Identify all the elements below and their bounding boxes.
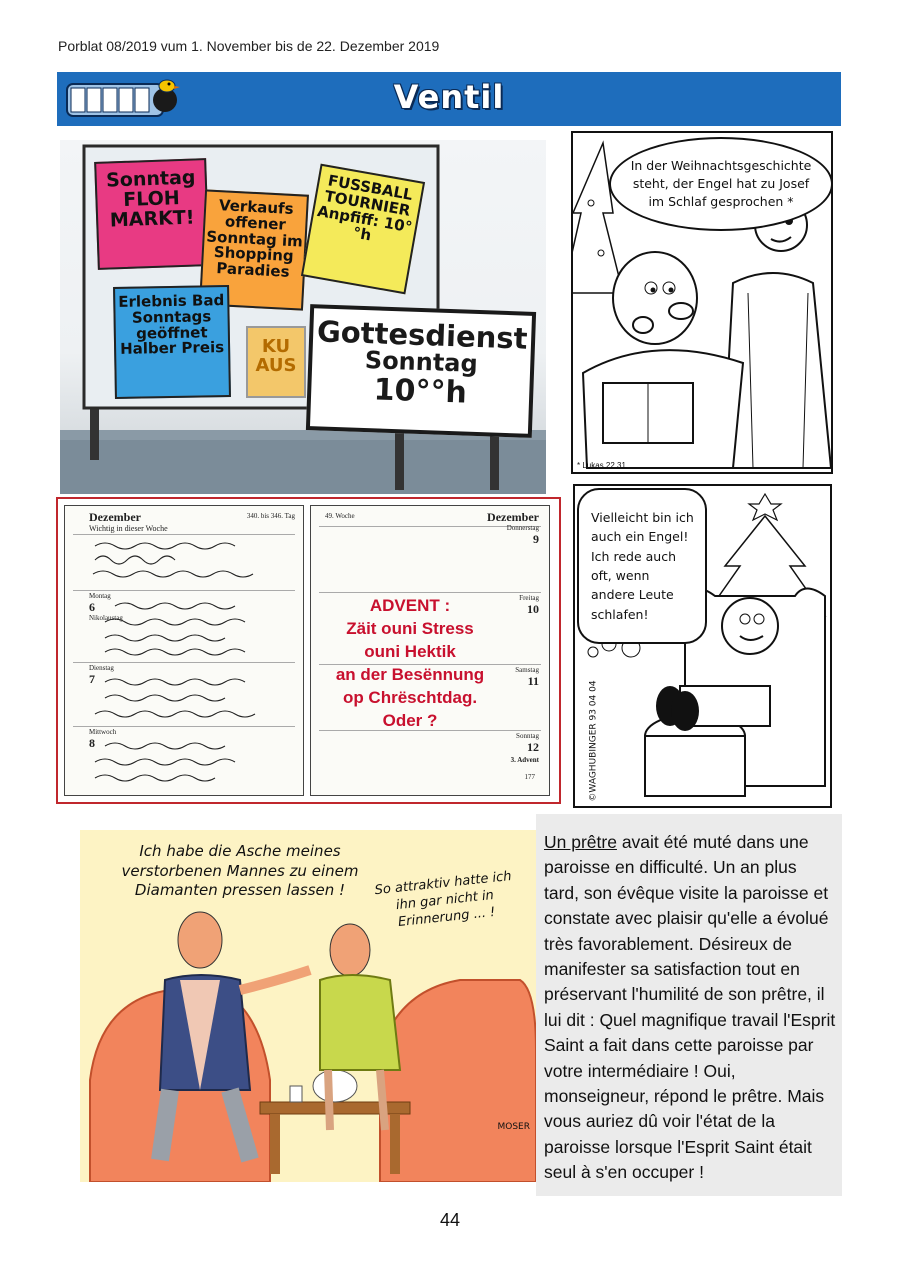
calendar-day-thursday: Donnerstag <box>506 524 539 532</box>
sign-fussball: FUSSBALL TOURNIER Anpfiff: 10°°h <box>301 164 425 295</box>
calendar-left-month: Dezember <box>89 510 141 524</box>
sign-verkaufsoffener-sonntag: Verkaufs offener Sonntag im Shopping Paradies <box>199 189 309 310</box>
sign-erlebnisbad: Erlebnis Bad Sonntags geöffnet Halber Preis <box>113 285 231 399</box>
calendar-day-sunday-extra: 3. Advent <box>510 756 539 764</box>
advent-calendar-panel <box>56 497 561 804</box>
cartoon-signature: MOSER <box>497 1122 530 1132</box>
calendar-day-saturday: Samstag <box>515 666 539 674</box>
calendar-day-thursday-num: 9 <box>533 532 539 546</box>
calendar-left-page <box>64 505 304 796</box>
section-banner <box>57 72 841 126</box>
sign-flohmarkt: Sonntag FLOH MARKT! <box>94 158 210 270</box>
handwritten-scribbles <box>65 506 305 804</box>
calendar-day-saturday-num: 11 <box>527 674 539 688</box>
advent-line: ouni Hektik <box>364 641 456 661</box>
calendar-day-friday: Freitag <box>519 594 539 602</box>
story-body: avait été muté dans une paroisse en difficulté. Un an plus tard, son évêque visite la paroisse et constate avec plaisir qu'elle a évolué très favorablement. Désireux de manifester sa satisfaction tout en préservant l'humilité de son prêtre, il lui dit : Quel magnifique travail l'Esprit Saint a fait dans cette paroisse par votre intermédiaire ! Oui, monseigneur, répond le prêtre. Mais vous auriez dû voir l'état de la paroisse lorsque l'Esprit Saint était seul à s'en occuper ! <box>544 832 836 1183</box>
advent-line: Zäit ouni Stress <box>346 618 474 638</box>
advent-line: Oder ? <box>382 710 438 730</box>
sign-kult: KU AUS <box>246 326 306 398</box>
calendar-day-wednesday-num: 8 <box>89 736 95 750</box>
comic2-speech-bubble: Vielleicht bin ich auch ein Engel! Ich rede auch oft, wenn andere Leute schlafen! <box>577 488 707 644</box>
cartoon-speech-left: Ich habe die Asche meines verstorbenen Mannes zu einem Diamanten pressen lassen ! <box>121 842 359 899</box>
gottesdienst-title: Gottesdienst <box>316 314 529 356</box>
story-paragraph <box>544 830 836 1186</box>
comic2-signature: ©WAGHUBINGER 93 04 04 <box>588 680 599 802</box>
calendar-page-number: 177 <box>524 773 535 781</box>
calendar-right-month: Dezember <box>487 510 539 524</box>
calendar-day-wednesday: Mittwoch <box>89 728 117 736</box>
calendar-day-monday-extra: Nikolaustag <box>89 614 123 622</box>
section-title: Ventil <box>393 78 505 116</box>
comic-angel-sleep <box>571 131 833 474</box>
gottesdienst-day: Sonntag <box>364 346 479 379</box>
calendar-day-sunday-num: 12 <box>527 740 539 754</box>
advent-message <box>320 595 500 733</box>
billboard-illustration <box>60 140 546 494</box>
comic1-speech-bubble: In der Weihnachtsgeschichte steht, der Engel hat zu Josef im Schlaf gesprochen * <box>609 137 833 231</box>
diamond-cartoon <box>80 830 536 1182</box>
calendar-day-friday-num: 10 <box>527 602 539 616</box>
calendar-right-week: 49. Woche <box>325 512 355 520</box>
calendar-day-sunday: Sonntag <box>516 732 539 740</box>
advent-line: op Chrëschtdag. <box>342 687 478 707</box>
calendar-left-subheading: Wichtig in dieser Woche <box>89 524 168 533</box>
issue-header: Porblat 08/2019 vum 1. November bis de 22. Dezember 2019 <box>58 38 440 54</box>
story-lead: Un prêtre <box>544 832 617 852</box>
calendar-day-monday: Montag <box>89 592 111 600</box>
advent-line: ADVENT : <box>369 596 451 615</box>
sign-gottesdienst <box>306 304 536 438</box>
calendar-day-tuesday-num: 7 <box>89 672 95 686</box>
calendar-day-monday-num: 6 <box>89 600 95 614</box>
calendar-left-daycount: 340. bis 346. Tag <box>246 512 295 520</box>
calendar-rule <box>319 592 541 593</box>
gottesdienst-time: 10°°h <box>373 371 468 411</box>
comic1-footnote: * Lukas 22,31 <box>577 461 626 470</box>
calendar-day-tuesday: Dienstag <box>89 664 114 672</box>
advent-line: an der Besënnung <box>335 664 485 684</box>
comic-angel-talk <box>573 484 832 808</box>
story-text-box <box>536 814 842 1196</box>
page-number: 44 <box>439 1210 461 1230</box>
cartoon-speech-right: So attraktiv hatte ich ihn gar nicht in Erinnerung ... ! <box>374 868 513 930</box>
